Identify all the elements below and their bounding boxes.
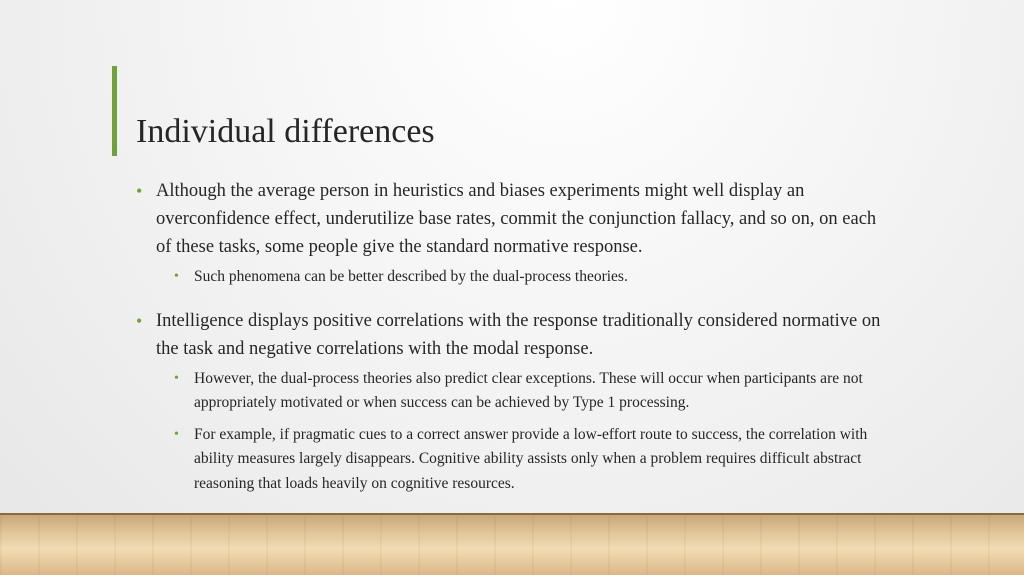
bullet-1 xyxy=(136,177,896,261)
bullet-1-sub-1 xyxy=(136,265,896,290)
title-accent-bar xyxy=(112,66,117,156)
bullet-dot-icon: • xyxy=(136,310,143,331)
bullet-2-sub-1-text: However, the dual-process theories also predict clear exceptions. These will occur when participants are not appropriately motivated or when success can be achieved by Type 1 processing. xyxy=(194,369,863,411)
slide-content xyxy=(136,177,896,503)
bullet-2 xyxy=(136,307,896,363)
bullet-1-sub-1-text: Such phenomena can be better described by the dual-process theories. xyxy=(194,268,628,285)
bullet-dot-icon: • xyxy=(174,370,179,386)
bullet-dot-icon: • xyxy=(136,181,143,201)
bullet-dot-icon: • xyxy=(174,426,179,442)
bullet-dot-icon: • xyxy=(174,269,179,284)
slide-title: Individual differences xyxy=(136,113,435,150)
bullet-2-sub-2 xyxy=(136,423,896,497)
bullet-2-sub-2-text: For example, if pragmatic cues to a correct answer provide a low-effort route to success, the correlation with ability measures largely disappears. Cognitive ability assists only when a problem requires difficult abstract reasoning that loads heavily on cognitive resources. xyxy=(194,425,868,492)
bullet-2-text: Intelligence displays positive correlations with the response traditionally considered normative on the task and negative correlations with the modal response. xyxy=(156,310,881,359)
bullet-1-text: Although the average person in heuristics and biases experiments might well display an overconfidence effect, underutilize base rates, commit the conjunction fallacy, and so on, on each of these tasks, some people give the standard normative response. xyxy=(156,181,877,257)
wood-floor-background xyxy=(0,513,1024,575)
bullet-2-sub-1 xyxy=(136,367,896,416)
